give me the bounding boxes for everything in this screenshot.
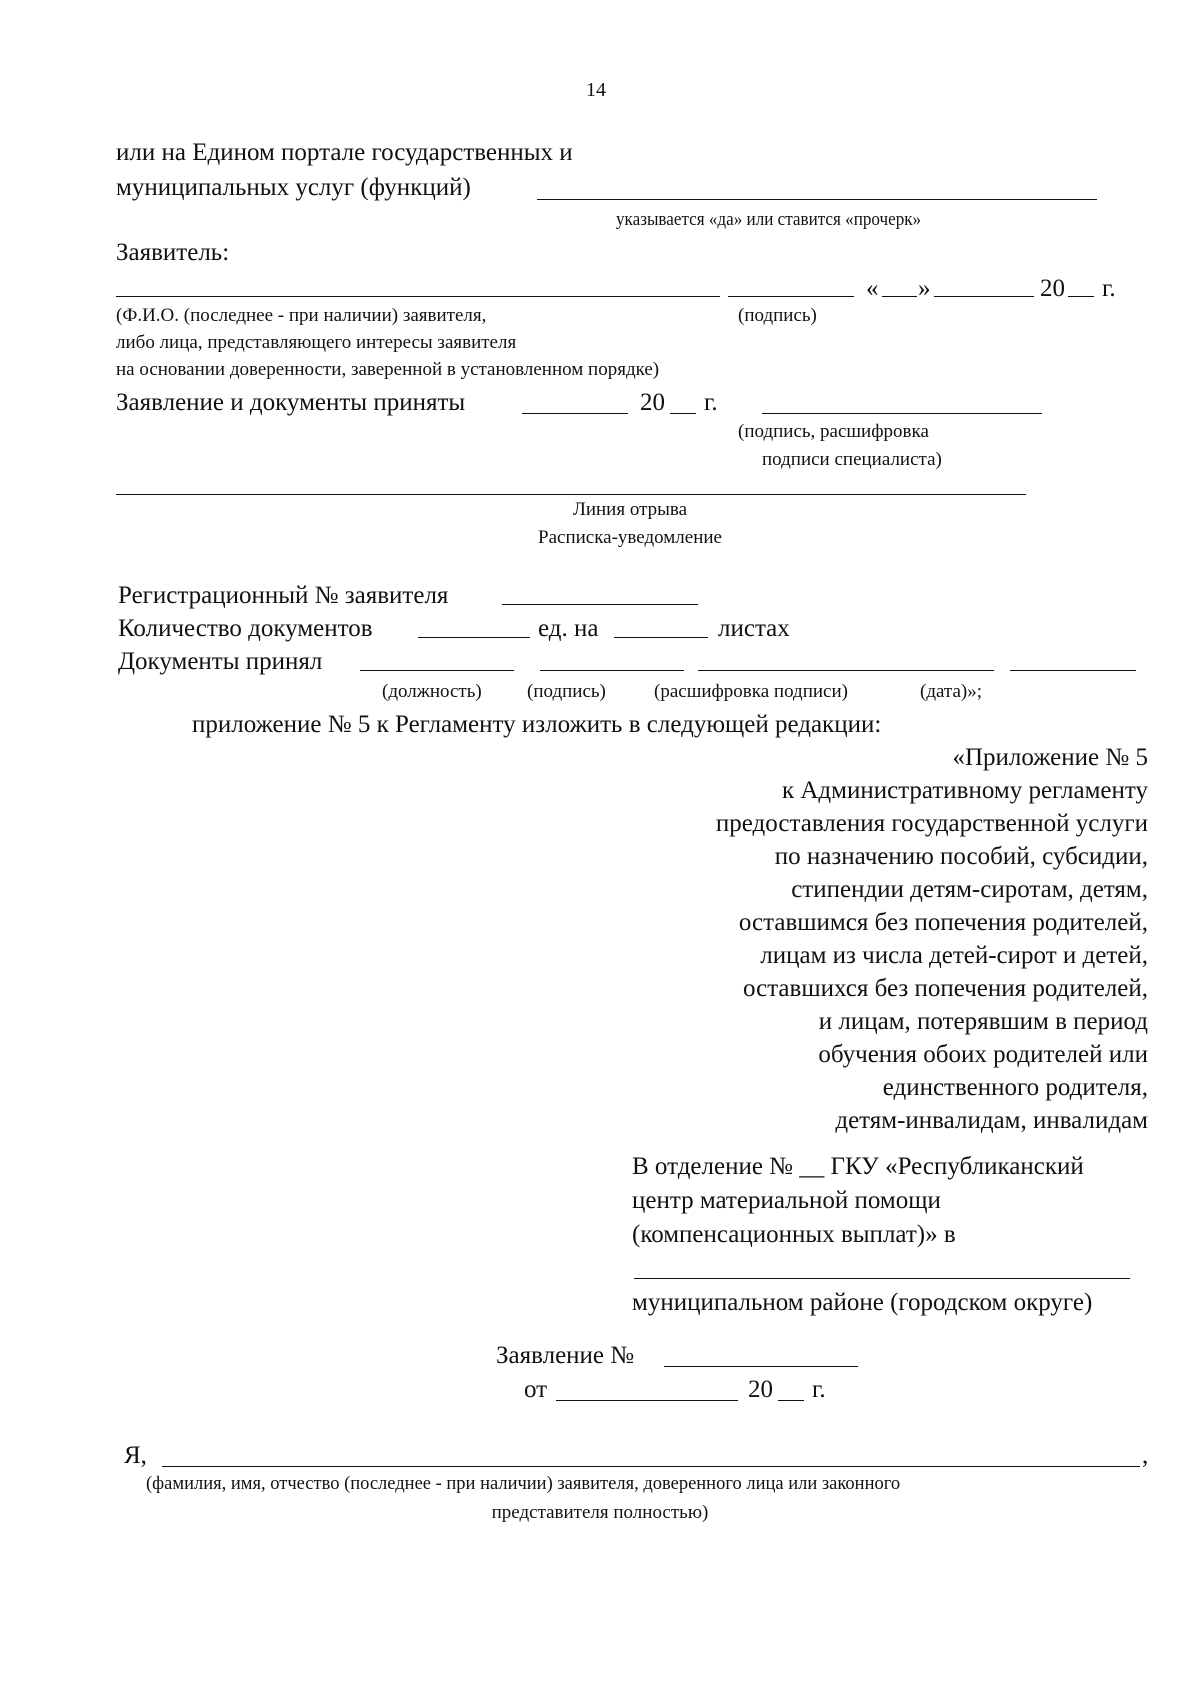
applicant-signature-field[interactable]	[728, 296, 854, 297]
applicant-quote-open: «	[866, 275, 879, 302]
accepted-year-suffix: г.	[704, 389, 718, 416]
appendix-header-line: оставшимся без попечения родителей,	[738, 909, 1148, 936]
receipt-col-date: (дата)»;	[920, 681, 983, 702]
receipt-signature-field[interactable]	[540, 670, 684, 671]
declarant-note-2: представителя полностью)	[491, 1502, 709, 1523]
portal-text-line1: или на Едином портале государственных и	[116, 139, 573, 166]
address-district-field[interactable]	[634, 1278, 1130, 1279]
declarant-note-1: (фамилия, имя, отчество (последнее - при наличии) заявителя, доверенного лица или законного	[146, 1474, 901, 1494]
appendix-header-line: лицам из числа детей-сирот и детей,	[760, 942, 1148, 969]
declarant-name-field[interactable]	[162, 1466, 1140, 1467]
applicant-fio-note-1: (Ф.И.О. (последнее - при наличии) заявителя,	[116, 305, 487, 326]
receipt-reg-number-field[interactable]	[502, 604, 698, 605]
applicant-label: Заявитель:	[116, 239, 230, 266]
applicant-name-field[interactable]	[116, 296, 720, 297]
appendix-header-line: детям-инвалидам, инвалидам	[835, 1107, 1148, 1134]
address-line1: В отделение № __ ГКУ «Республиканский	[632, 1153, 1084, 1180]
appendix-header-line: стипендии детям-сиротам, детям,	[791, 876, 1148, 903]
applicant-year-suffix: г.	[1102, 275, 1116, 302]
portal-hint: указывается «да» или ставится «прочерк»	[616, 209, 922, 230]
address-line3: (компенсационных выплат)» в	[632, 1221, 956, 1248]
declarant-prefix: Я,	[124, 1442, 147, 1469]
statement-year-field[interactable]	[778, 1400, 804, 1401]
statement-label: Заявление №	[496, 1342, 635, 1369]
accepted-date-field[interactable]	[522, 413, 628, 414]
statement-from: от	[524, 1376, 548, 1403]
receipt-col-decoding: (расшифровка подписи)	[654, 681, 848, 702]
address-line2: центр материальной помощи	[632, 1187, 941, 1214]
receipt-sheets-field[interactable]	[614, 637, 708, 638]
amendment-text: приложение № 5 к Регламенту изложить в следующей редакции:	[192, 711, 882, 738]
receipt-col-position: (должность)	[382, 681, 482, 702]
statement-year-prefix: 20	[748, 1376, 773, 1403]
accepted-year-prefix: 20	[640, 389, 665, 416]
address-line4: муниципальном районе (городском округе)	[632, 1289, 1093, 1316]
receipt-col-signature: (подпись)	[527, 681, 606, 702]
portal-text-line2: муниципальных услуг (функций)	[116, 174, 471, 201]
applicant-fio-note-2: либо лица, представляющего интересы заявителя	[116, 332, 517, 353]
declarant-comma: ,	[1142, 1442, 1149, 1469]
applicant-year-prefix: 20	[1040, 275, 1065, 302]
applicant-month-field[interactable]	[934, 296, 1034, 297]
accepted-note-1: (подпись, расшифровка	[738, 421, 929, 442]
appendix-header-line: обучения обоих родителей или	[818, 1041, 1148, 1068]
receipt-sheets: листах	[718, 615, 790, 642]
portal-answer-field[interactable]	[537, 199, 1097, 200]
receipt-date-field[interactable]	[1010, 670, 1136, 671]
applicant-year-field[interactable]	[1068, 296, 1094, 297]
appendix-header-line: и лицам, потерявшим в период	[818, 1008, 1148, 1035]
appendix-header-line: «Приложение № 5	[952, 744, 1148, 771]
tear-line-label: Линия отрыва	[572, 499, 688, 520]
accepted-year-field[interactable]	[670, 413, 696, 414]
receipt-count-label: Количество документов	[118, 615, 373, 642]
statement-date-field[interactable]	[556, 1400, 738, 1401]
appendix-header-line: единственного родителя,	[882, 1074, 1148, 1101]
receipt-accepted-by-label: Документы принял	[118, 648, 323, 675]
accepted-label: Заявление и документы приняты	[116, 389, 466, 416]
receipt-decoding-field[interactable]	[698, 670, 994, 671]
appendix-header-line: к Административному регламенту	[781, 777, 1148, 804]
accepted-note-2: подписи специалиста)	[762, 449, 942, 470]
receipt-count-field[interactable]	[418, 637, 530, 638]
receipt-title: Расписка-уведомление	[538, 527, 722, 548]
appendix-header-line: по назначению пособий, субсидии,	[774, 843, 1148, 870]
receipt-position-field[interactable]	[360, 670, 514, 671]
statement-number-field[interactable]	[664, 1366, 858, 1367]
page-number: 14	[586, 79, 606, 101]
applicant-quote-close: »	[918, 275, 931, 302]
appendix-header-line: оставшихся без попечения родителей,	[742, 975, 1148, 1002]
applicant-fio-note-3: на основании доверенности, заверенной в установленном порядке)	[116, 359, 660, 380]
accepted-signature-field[interactable]	[762, 413, 1042, 414]
receipt-reg-label: Регистрационный № заявителя	[118, 582, 449, 609]
applicant-day-field[interactable]	[882, 296, 917, 297]
appendix-header-line: предоставления государственной услуги	[715, 810, 1148, 837]
applicant-signature-note: (подпись)	[738, 305, 817, 326]
receipt-units: ед. на	[538, 615, 599, 642]
statement-year-suffix: г.	[812, 1376, 826, 1403]
tear-line	[116, 494, 1026, 495]
